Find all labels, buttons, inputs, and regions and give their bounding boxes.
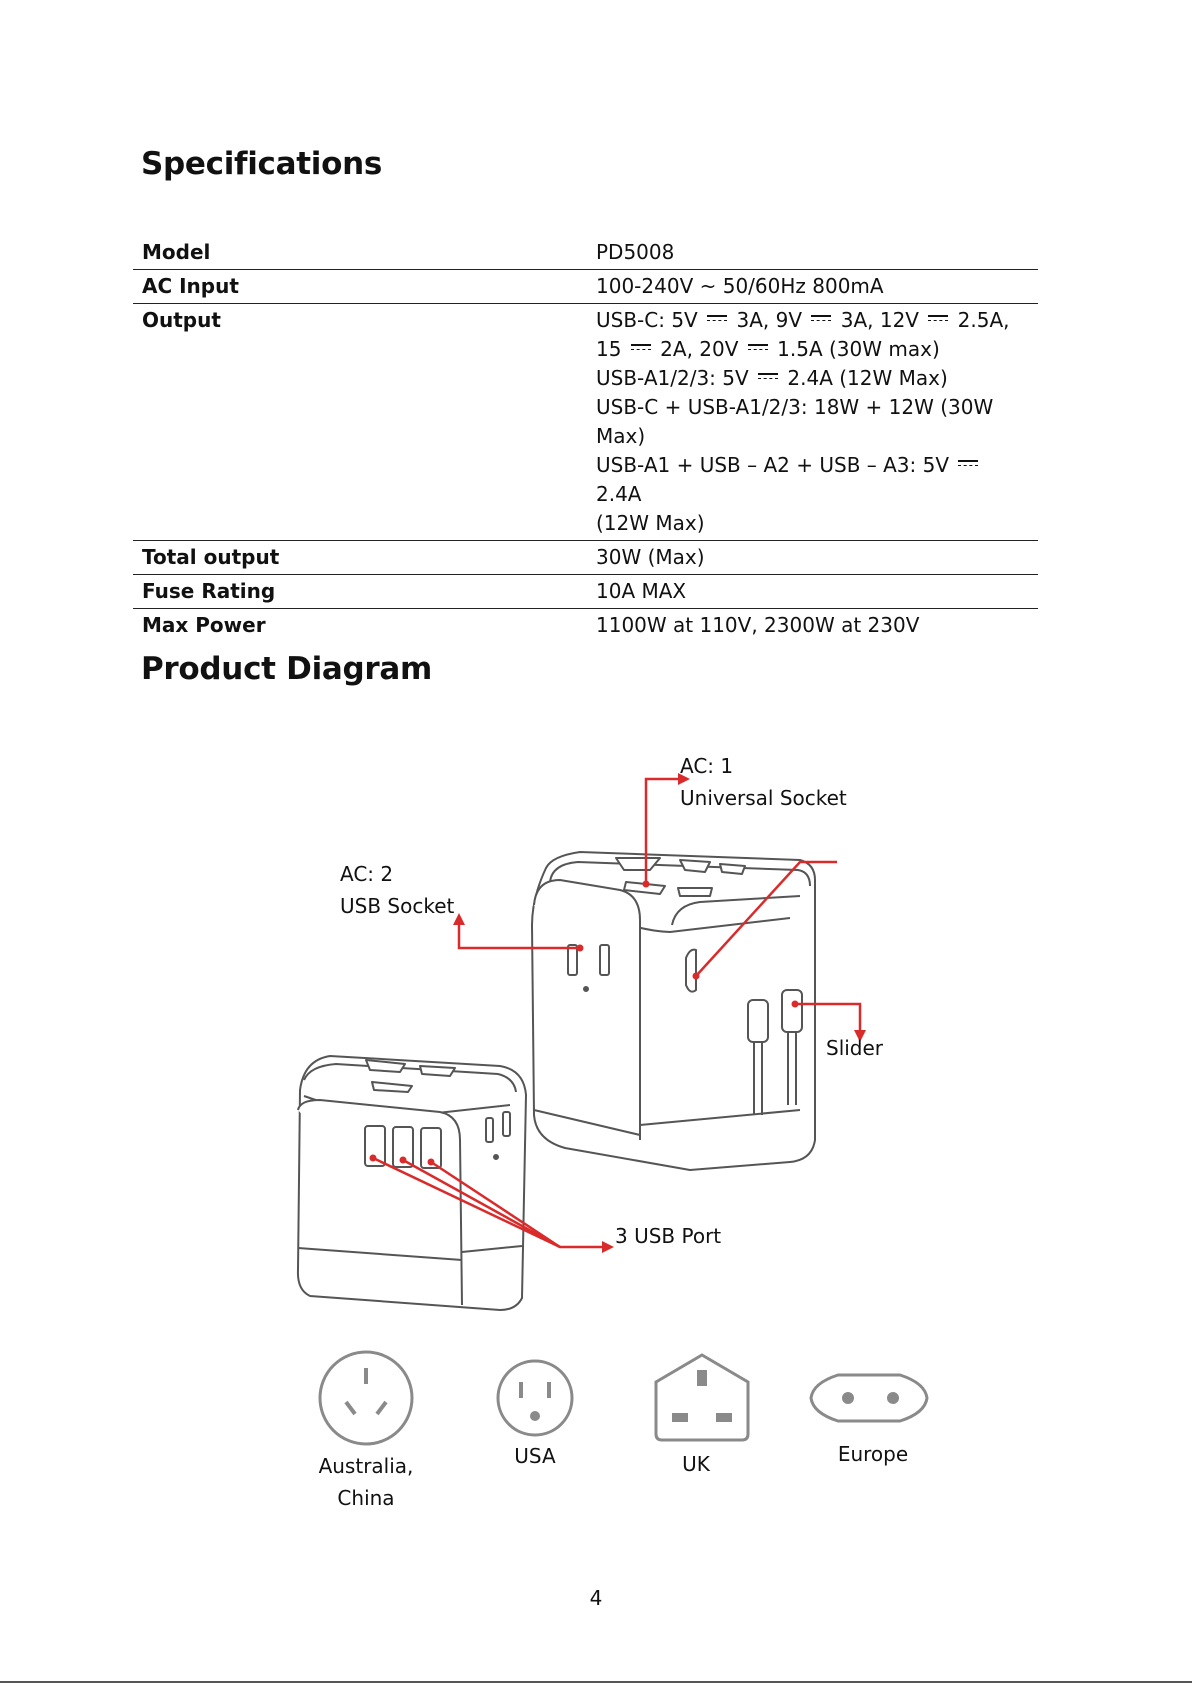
spec-value-line: USB-C: 5V 3A, 9V 3A, 12V 2.5A,: [596, 308, 1010, 332]
spec-value-line: Max): [596, 424, 646, 448]
ac2-label: [340, 858, 454, 922]
europe-plug-icon: [811, 1375, 927, 1421]
ac1-label-line2: Universal Socket: [680, 786, 847, 810]
spec-value-line: USB-C + USB-A1/2/3: 18W + 12W (30W: [596, 395, 994, 419]
spec-label: Total output: [133, 541, 587, 575]
spec-value-line: 1100W at 110V, 2300W at 230V: [596, 613, 920, 637]
spec-label: Max Power: [142, 613, 266, 637]
spec-value-line: USB-A1 + USB – A2 + USB – A3: 5V 2.4A: [596, 451, 1029, 509]
europe-label: Europe: [837, 1442, 909, 1466]
adapter-back-illustration: [532, 852, 815, 1170]
spec-label: Fuse Rating: [133, 575, 587, 609]
spec-value-line: 100-240V ~ 50/60Hz 800mA: [596, 274, 884, 298]
uk-label: UK: [682, 1452, 710, 1476]
spec-label: AC Input: [133, 270, 587, 304]
ac2-label-line2: USB Socket: [340, 894, 455, 918]
spec-value-line: 10A MAX: [596, 579, 687, 603]
spec-value-line: PD5008: [596, 240, 675, 264]
page-number: 4: [589, 1586, 603, 1610]
uk-plug-icon: [656, 1355, 748, 1440]
spec-value-line: 30W (Max): [596, 545, 705, 569]
bottom-rule: [0, 1681, 1192, 1683]
spec-label: Model: [133, 236, 587, 270]
ac1-label-line1: AC: 1: [680, 754, 734, 778]
slider-label: Slider: [826, 1036, 884, 1060]
usa-label: USA: [514, 1444, 556, 1468]
spec-value-line: USB-A1/2/3: 5V 2.4A (12W Max): [596, 366, 948, 390]
china-label-line2: China: [337, 1486, 395, 1510]
spec-label: Output: [133, 304, 587, 541]
specifications-heading: Specifications: [141, 146, 383, 182]
usa-plug-icon: [498, 1361, 572, 1435]
australia-china-label: [316, 1450, 416, 1514]
usb-ports-label: 3 USB Port: [615, 1224, 722, 1248]
spec-value-line: (12W Max): [596, 511, 705, 535]
ac1-label: [680, 750, 847, 814]
ac2-label-line1: AC: 2: [340, 862, 394, 886]
adapter-front-illustration: [298, 1056, 526, 1310]
australia-china-plug-icon: [320, 1352, 412, 1444]
australia-label-line1: Australia,: [318, 1454, 414, 1478]
spec-value-line: 15 2A, 20V 1.5A (30W max): [596, 337, 940, 361]
product-diagram-heading: Product Diagram: [141, 651, 433, 687]
